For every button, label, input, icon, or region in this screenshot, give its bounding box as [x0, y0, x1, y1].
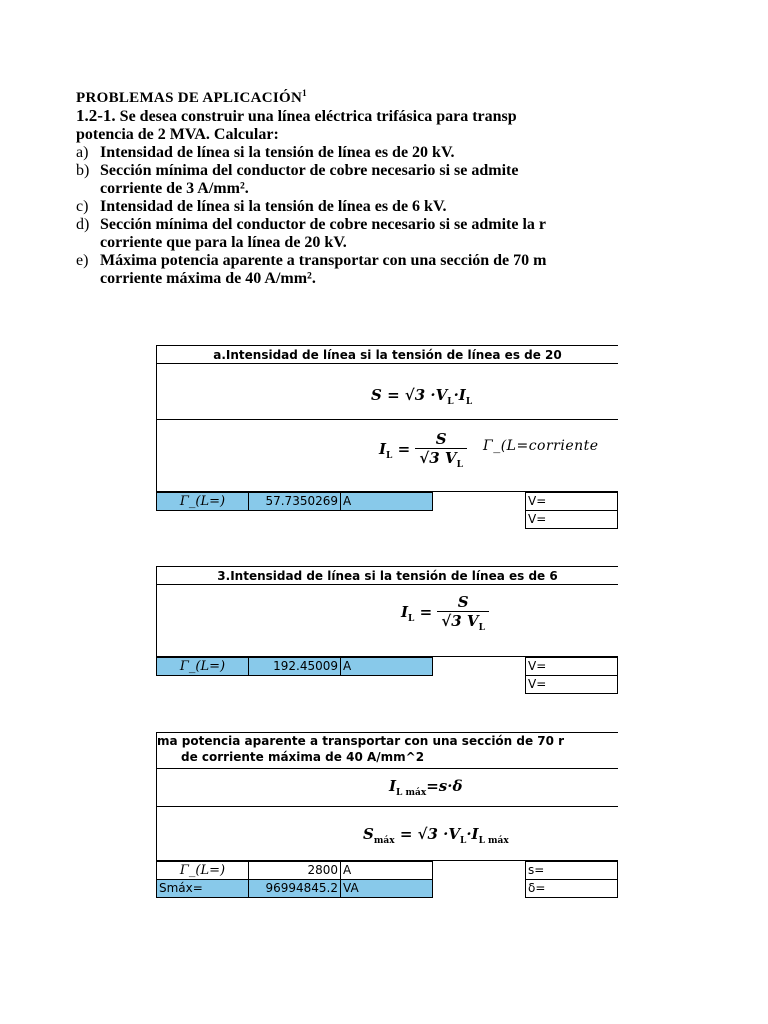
voltage-cell-2[interactable]: V=	[525, 510, 618, 529]
problem-line-2: potencia de 2 MVA. Calcular:	[76, 126, 279, 143]
section-a-formula-2	[156, 420, 618, 492]
section-c-formula	[156, 585, 618, 657]
problem-item-e-cont: corriente máxima de 40 A/mm².	[100, 270, 316, 287]
voltage-cell-6kv-2[interactable]: V=	[525, 675, 618, 694]
max-power-unit-cell[interactable]: VA	[340, 879, 433, 898]
max-power-label-cell[interactable]: Smáx=	[156, 879, 249, 898]
section-a-title: a.Intensidad de línea si la tensión de línea es de 20	[156, 345, 618, 364]
max-current-label-cell[interactable]: Γ_(L=)	[156, 861, 249, 880]
problem-item-c: c) Intensidad de línea si la tensión de línea es de 6 kV.	[76, 198, 447, 215]
max-current-value-cell[interactable]: 2800	[248, 861, 341, 880]
current-unit-cell[interactable]: A	[340, 492, 433, 511]
max-current-unit-cell[interactable]: A	[340, 861, 433, 880]
problem-item-d: d) Sección mínima del conductor de cobre necesario si se admite la r	[76, 216, 547, 233]
problem-item-e: e) Máxima potencia aparente a transportar con una sección de 70 m	[76, 252, 547, 269]
power-formula: $S = √3 \cdot V_L\cdot I_L$	[371, 386, 473, 407]
max-power-value-cell[interactable]: 96994845.2	[248, 879, 341, 898]
problem-item-d-cont: corriente que para la línea de 20 kV.	[100, 234, 347, 251]
section-c-title: 3.Intensidad de línea si la tensión de línea es de 6	[156, 566, 618, 585]
section-e-title: ma potencia aparente a transportar con una sección de 70 r de corriente máxima de 40 A/mm^2	[156, 732, 618, 769]
section-c-cells	[156, 657, 618, 695]
current-formula: $I_L$ = $\frac{S}{√3 V_L}$	[379, 430, 467, 470]
current-note: Γ_(L=corriente	[483, 438, 599, 454]
current-formula-6kv: $I_L$ = $\frac{S}{√3 V_L}$	[401, 593, 489, 633]
section-e-formula-2	[156, 807, 618, 861]
section-a-cells	[156, 492, 618, 530]
section-e	[156, 732, 618, 899]
section-e-cells	[156, 861, 618, 899]
section-c	[156, 566, 618, 695]
section-cell[interactable]: s=	[525, 861, 618, 880]
current-label-cell[interactable]: Γ_(L=)	[156, 492, 249, 511]
current-value-cell-6kv[interactable]: 192.45009	[248, 657, 341, 676]
problem-item-a: a) Intensidad de línea si la tensión de línea es de 20 kV.	[76, 144, 455, 161]
voltage-cell-6kv-1[interactable]: V=	[525, 657, 618, 676]
current-label-cell-6kv[interactable]: Γ_(L=)	[156, 657, 249, 676]
section-a	[156, 345, 618, 530]
current-unit-cell-6kv[interactable]: A	[340, 657, 433, 676]
voltage-cell-1[interactable]: V=	[525, 492, 618, 511]
problem-heading: PROBLEMAS DE APLICACIÓN$^1$	[76, 88, 307, 106]
problem-line-1: 1.2-1. Se desea construir una línea eléctrica trifásica para transp	[76, 106, 517, 125]
current-value-cell[interactable]: 57.7350269	[248, 492, 341, 511]
section-e-formula-1	[156, 769, 618, 807]
density-cell[interactable]: δ=	[525, 879, 618, 898]
max-power-formula: $S_{máx} = √3 \cdot V_L\cdot I_{L máx}$	[363, 825, 509, 846]
max-current-formula: $I_{L máx}=s\cdot\delta$	[389, 777, 463, 798]
section-a-formula-1	[156, 364, 618, 420]
problem-item-b: b) Sección mínima del conductor de cobre necesario si se admite	[76, 162, 519, 179]
problem-item-b-cont: corriente de 3 A/mm².	[100, 180, 249, 197]
problem-statement	[76, 88, 636, 318]
